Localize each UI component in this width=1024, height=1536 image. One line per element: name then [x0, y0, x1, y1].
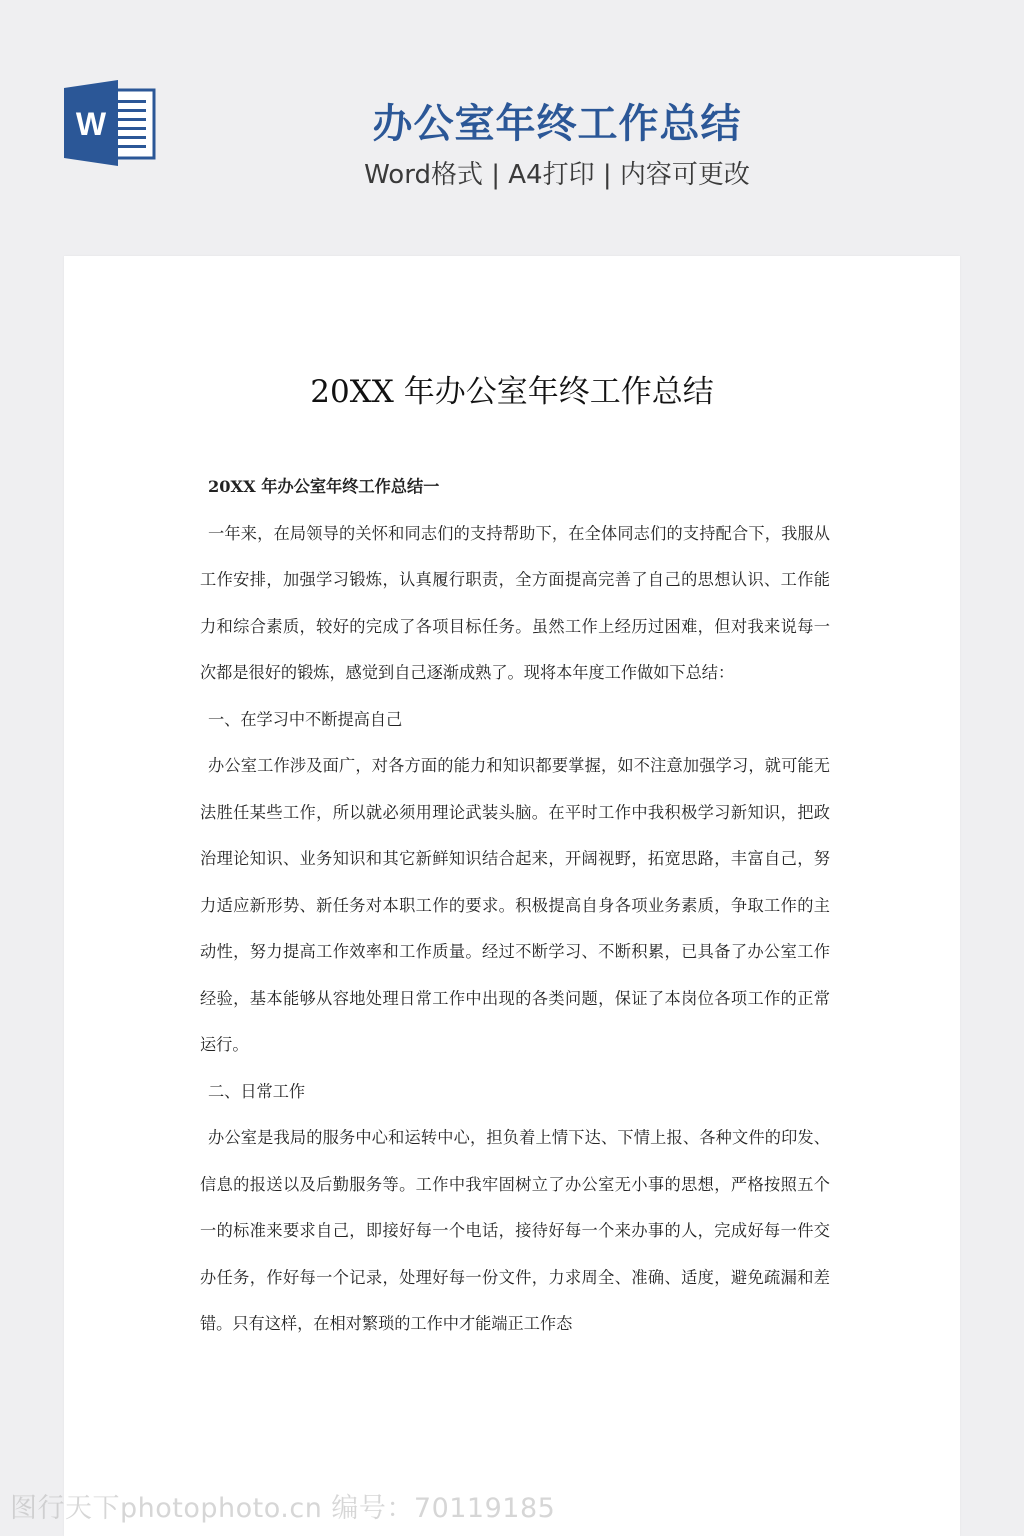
header-subtitle: Word格式 | A4打印 | 内容可更改 [364, 160, 750, 190]
header-title: 办公室年终工作总结 [372, 101, 742, 147]
heading-study: 一、在学习中不断提高自己 [208, 709, 403, 729]
document-title: 20XX 年办公室年终工作总结 [310, 374, 714, 410]
paragraph-daily-work: 办公室是我局的服务中心和运转中心，担负着上情下达、下情上报、各种文件的印发、信息的报送以及后勤服务等。工作中我牢固树立了办公室无小事的思想，严格按照五个一的标准来要求自己，即接好每一个电话，接待好每一个来办事的人，完成好每一件交办任务，作好每一个记录，处理好每一份文件，力求周全、准确、适度，避免疏漏和差错。只有这样，在相对繁琐的工作中才能端正工作态 [200, 1128, 830, 1333]
heading-daily-work: 二、日常工作 [208, 1081, 306, 1101]
document-body [200, 464, 830, 1348]
logo-letter: W [75, 106, 107, 142]
paragraph-study: 办公室工作涉及面广，对各方面的能力和知识都要掌握，如不注意加强学习，就可能无法胜任某些工作，所以就必须用理论武装头脑。在平时工作中我积极学习新知识，把政治理论知识、业务知识和其它新鲜知识结合起来，开阔视野，拓宽思路，丰富自己，努力适应新形势、新任务对本职工作的要求。积极提高自身各项业务素质，争取工作的主动性，努力提高工作效率和工作质量。经过不断学习、不断积累，已具备了办公室工作经验，基本能够从容地处理日常工作中出现的各类问题，保证了本岗位各项工作的正常运行。 [200, 756, 830, 1054]
section-title: 20XX 年办公室年终工作总结一 [208, 477, 440, 496]
word-logo-icon [64, 80, 158, 166]
document-page [64, 256, 960, 1536]
watermark: 图行天下photophoto.cn 编号：70119185 [10, 1493, 556, 1524]
paragraph-intro: 一年来，在局领导的关怀和同志们的支持帮助下，在全体同志们的支持配合下，我服从工作安排，加强学习锻炼，认真履行职责，全方面提高完善了自己的思想认识、工作能力和综合素质，较好的完成了各项目标任务。虽然工作上经历过困难，但对我来说每一次都是很好的锻炼，感觉到自己逐渐成熟了。现将本年度工作做如下总结： [200, 523, 830, 682]
